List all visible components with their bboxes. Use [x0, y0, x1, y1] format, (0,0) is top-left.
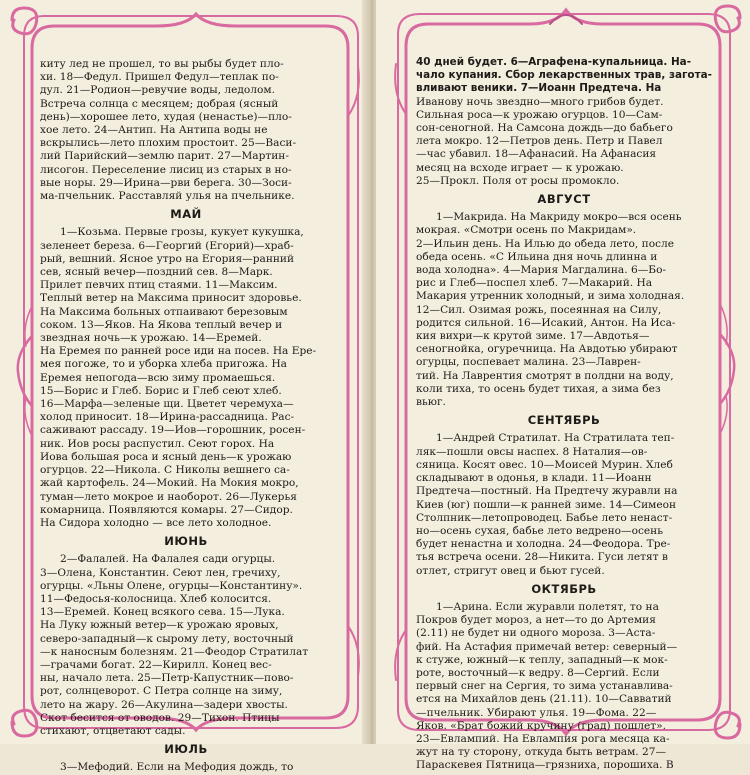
text-line: рый, вешний. Ясное утро на Егория—ранний: [40, 252, 295, 265]
text-line: лета мокро. 12—Петров день. Петр и Павел: [416, 135, 663, 148]
month-heading-september: СЕНТЯБРЬ: [527, 413, 601, 428]
text-line: тий. На Лаврентия смотрят в полдни на воду,: [416, 369, 674, 382]
text-line: сеногнойка, огуречница. На Авдотью убирают: [416, 343, 678, 356]
text-line: фий. На Астафия примечай ветер: северный—: [416, 640, 678, 653]
text-line: —к наносным болезням. 21—Феодор Стратилат: [40, 645, 309, 658]
text-line: туман—лето мокрое и наоборот. 26—Лукерья: [40, 490, 297, 503]
text-line: мея погоже, то и уборка хлеба пригожа. На: [40, 358, 288, 371]
month-heading-june: ИЮНЬ: [164, 534, 208, 549]
month-heading-july: ИЮЛЬ: [164, 742, 208, 757]
text-line: Теплый ветер на Максима приносит здоровье.: [40, 292, 302, 305]
text-line: вскрылись—лето плохим простоит. 25—Васи-: [40, 137, 297, 150]
text-line: 12—Сил. Озимая рожь, посеянная на Силу,: [416, 303, 662, 316]
text-line: день)—хорошее лето, худая (ненастье)—пло-: [40, 110, 292, 123]
text-line: огурцы. «Льны Олене, огурцы—Константину».: [40, 579, 303, 592]
june-section: [40, 553, 332, 738]
october-section: [416, 601, 712, 773]
text-line: к стуже, южный—к теплу, западный—к мок-: [416, 653, 668, 666]
text-line: 40 дней будет. 6—Аграфена-купальница. На-: [416, 56, 692, 68]
text-line: 1—Макрида. На Макриду мокро—вся осень: [436, 211, 682, 224]
text-line: 16—Марфа—зеленые щи. Цветет черемуха—: [40, 398, 294, 411]
text-line: месяц на всходе играет — к урожаю.: [416, 161, 624, 174]
text-line: вода холодна». 4—Мария Магдалина. 6—Бо-: [416, 264, 667, 277]
right-intro: [416, 56, 712, 188]
text-line: Яков. «Брат божий кручину (град) пошлет».: [416, 719, 666, 732]
text-line: будет ненастна и холодна. 24—Феодора. Тре-: [416, 538, 671, 551]
text-line: 2—Ильин день. На Илью до обеда лето, после: [416, 237, 675, 250]
text-line: 25—Прокл. Поля от росы промокло.: [416, 174, 620, 187]
text-line: Макария утренник холодный, и зима холодная.: [416, 290, 685, 303]
september-section: [416, 432, 712, 577]
text-line: холод приносит. 18—Ирина-рассадница. Рас-: [40, 411, 295, 424]
text-line: лисогон. Переселение лисиц из старых в но-: [40, 163, 292, 176]
august-section: [416, 211, 712, 409]
text-line: зеленеет береза. 6—Георгий (Егорий)—храб-: [40, 239, 294, 252]
text-line: огурцы, поспевает малина. 23—Лаврен-: [416, 356, 641, 369]
text-line: но—осень сухая, бабье лето ведрено—осень: [416, 524, 664, 537]
left-intro: [40, 58, 332, 203]
text-line: отлет, стригут овец и бьют гусей.: [416, 564, 605, 577]
text-line: северо-западный—к сырому лету, восточный: [40, 632, 294, 645]
text-line: соком. 13—Яков. На Якова теплый вечер и: [40, 318, 283, 331]
text-line: первый снег на Сергия, то зима устанавлива-: [416, 680, 673, 693]
text-line: хое лето. 24—Антип. На Антипа воды не: [40, 124, 268, 137]
text-line: вьюг.: [416, 396, 446, 409]
text-line: складывают в одонья, в клади. 11—Иоанн: [416, 472, 652, 485]
text-line: ны, начало лета. 25—Петр-Капустник—пово-: [40, 672, 294, 685]
text-line: коли тиха, то осень будет тихая, а зима без: [416, 382, 661, 395]
text-line: Прилет певчих птиц стаями. 11—Максим.: [40, 279, 278, 292]
text-line: 2—Фалалей. На Фалалея сади огурцы.: [60, 553, 276, 566]
text-line: —грачами богат. 22—Кирилл. Конец вес-: [40, 658, 272, 671]
text-line: 3—Мефодий. Если на Мефодия дождь, то: [60, 761, 294, 774]
text-line: роте, восточный—к ведру. 8—Сергий. Если: [416, 666, 660, 679]
text-line: На Еремея по ранней росе иди на посев. На Ере-: [40, 345, 317, 358]
text-line: обеда осень. «С Ильина дня ночь длинна и: [416, 250, 658, 263]
text-line: родится сильной. 16—Исакий, Антон. На Иса-: [416, 316, 676, 329]
text-line: сон-сеногной. На Самсона дождь—до бабьего: [416, 122, 673, 135]
text-line: Столпник—летопроводец. Бабье лето ненаст-: [416, 511, 673, 524]
text-line: (2.11) не будет ни одного мороза. 3—Аста-: [416, 627, 656, 640]
text-line: ется на Михайлов день (21.11). 10—Савватий: [416, 693, 672, 706]
text-line: 3—Олена, Константин. Сеют лен, гречиху,: [40, 566, 281, 579]
text-line: 23—Евлампий. На Евлампия рога месяца ка-: [416, 732, 670, 745]
text-line: Предтеча—постный. На Предтечу журавли на: [416, 485, 678, 498]
text-line: рис и Глеб—поспел хлеб. 7—Макарий. На: [416, 277, 653, 290]
right-page: [376, 0, 750, 772]
text-line: лий Парийский—землю парит. 27—Мартин-: [40, 150, 289, 163]
text-line: сяница. Косят овес. 10—Моисей Мурин. Хлеб: [416, 458, 673, 471]
text-line: вые норы. 29—Ирина—рви берега. 30—Зоси-: [40, 176, 292, 189]
month-heading-may: МАЙ: [170, 207, 202, 222]
month-heading-october: ОКТЯБРЬ: [531, 581, 597, 596]
july-section: [40, 761, 332, 774]
text-line: тья встреча осени. 28—Никита. Гуси летят в: [416, 551, 668, 564]
text-line: Иова большая роса и ясный день—к урожаю: [40, 450, 292, 463]
text-line: вливают веники. 7—Иоанн Предтеча. На: [416, 82, 662, 95]
text-line: жай картофель. 24—Мокий. На Мокия мокро,: [40, 477, 299, 490]
text-line: Встреча солнца с месяцем; добрая (ясный: [40, 97, 279, 110]
text-line: 13—Еремей. Конец всякого сева. 15—Лука.: [40, 606, 285, 619]
text-line: сев, ясный вечер—поздний сев. 8—Марк.: [40, 266, 273, 279]
left-page-text: [40, 58, 332, 774]
text-line: комарница. Появляются комары. 27—Сидор.: [40, 503, 293, 516]
text-line: киту лед не прошел, то вы рыбы будет пло-: [40, 58, 284, 70]
text-line: дул. 21—Родион—ревучие воды, ледолом.: [40, 84, 276, 97]
text-line: На Луку южный ветер—к урожаю яровых,: [40, 619, 279, 632]
text-line: ник. Иов росы распустил. Сеют горох. На: [40, 437, 275, 450]
text-line: звездная ночь—к урожаю. 14—Еремей.: [40, 332, 262, 345]
text-line: хи. 18—Федул. Пришел Федул—теплак по-: [40, 71, 279, 84]
may-section: [40, 226, 332, 530]
text-line: кия вихри—к крутой зиме. 17—Авдотья—: [416, 330, 650, 343]
text-line: мокрая. «Смотри осень по Макридам».: [416, 224, 637, 237]
text-line: лето на жару. 26—Акулина—задери хвосты.: [40, 698, 288, 711]
month-heading-august: АВГУСТ: [537, 192, 591, 207]
text-line: ма-пчельник. Расставляй улья на пчельнике.: [40, 190, 295, 203]
text-line: 11—Федосья-колосница. Хлеб колосится.: [40, 592, 272, 605]
text-line: рот, солнцеворот. С Петра солнце на зиму,: [40, 685, 283, 698]
text-line: ляк—пошли овсы наспех. 8 Наталия—ов-: [416, 445, 648, 458]
text-line: Сильная роса—к урожаю огурцов. 10—Сам-: [416, 108, 663, 121]
text-line: Иванову ночь звездно—много грибов будет.: [416, 95, 664, 108]
text-line: жут на ту сторону, откуда быть ветрам. 27—: [416, 746, 667, 759]
text-line: Еремея непогода—всю зиму промаешься.: [40, 371, 276, 384]
text-line: 1—Андрей Стратилат. На Стратилата теп-: [436, 432, 675, 445]
right-page-text: [416, 56, 712, 772]
left-page: [0, 0, 368, 774]
text-line: —пчельник. Убирают улья. 19—Фома. 22—: [416, 706, 657, 719]
text-line: Параскевея Пятница—грязниха, порошиха. В: [416, 759, 674, 772]
text-line: саживают рассаду. 19—Иов—горошник, росен-: [40, 424, 306, 437]
text-line: —час убавил. 18—Афанасий. На Афанасия: [416, 148, 657, 161]
text-line: стихают, отцветают сады.: [40, 724, 186, 737]
text-line: Скот бесится от оводов. 29—Тихон. Птицы: [40, 711, 280, 724]
text-line: На Максима больных отпаивают березовым: [40, 305, 288, 318]
text-line: 1—Козьма. Первые грозы, кукует кукушка,: [60, 226, 304, 239]
text-line: 15—Борис и Глеб. Борис и Глеб сеют хлеб.: [40, 384, 282, 397]
text-line: огурцов. 22—Николa. С Николы вешнего са-: [40, 464, 290, 477]
text-line: 1—Арина. Если журавли полетят, то на: [436, 600, 659, 613]
text-line: На Сидора холодно — все лето холодное.: [40, 516, 272, 529]
text-line: Покров будет мороз, а нет—то до Артемия: [416, 614, 656, 627]
text-line: Киев (юг) пошли—к ранней зиме. 14—Симеон: [416, 498, 677, 511]
text-line: чало купания. Сбор лекарственных трав, загота-: [416, 69, 712, 82]
